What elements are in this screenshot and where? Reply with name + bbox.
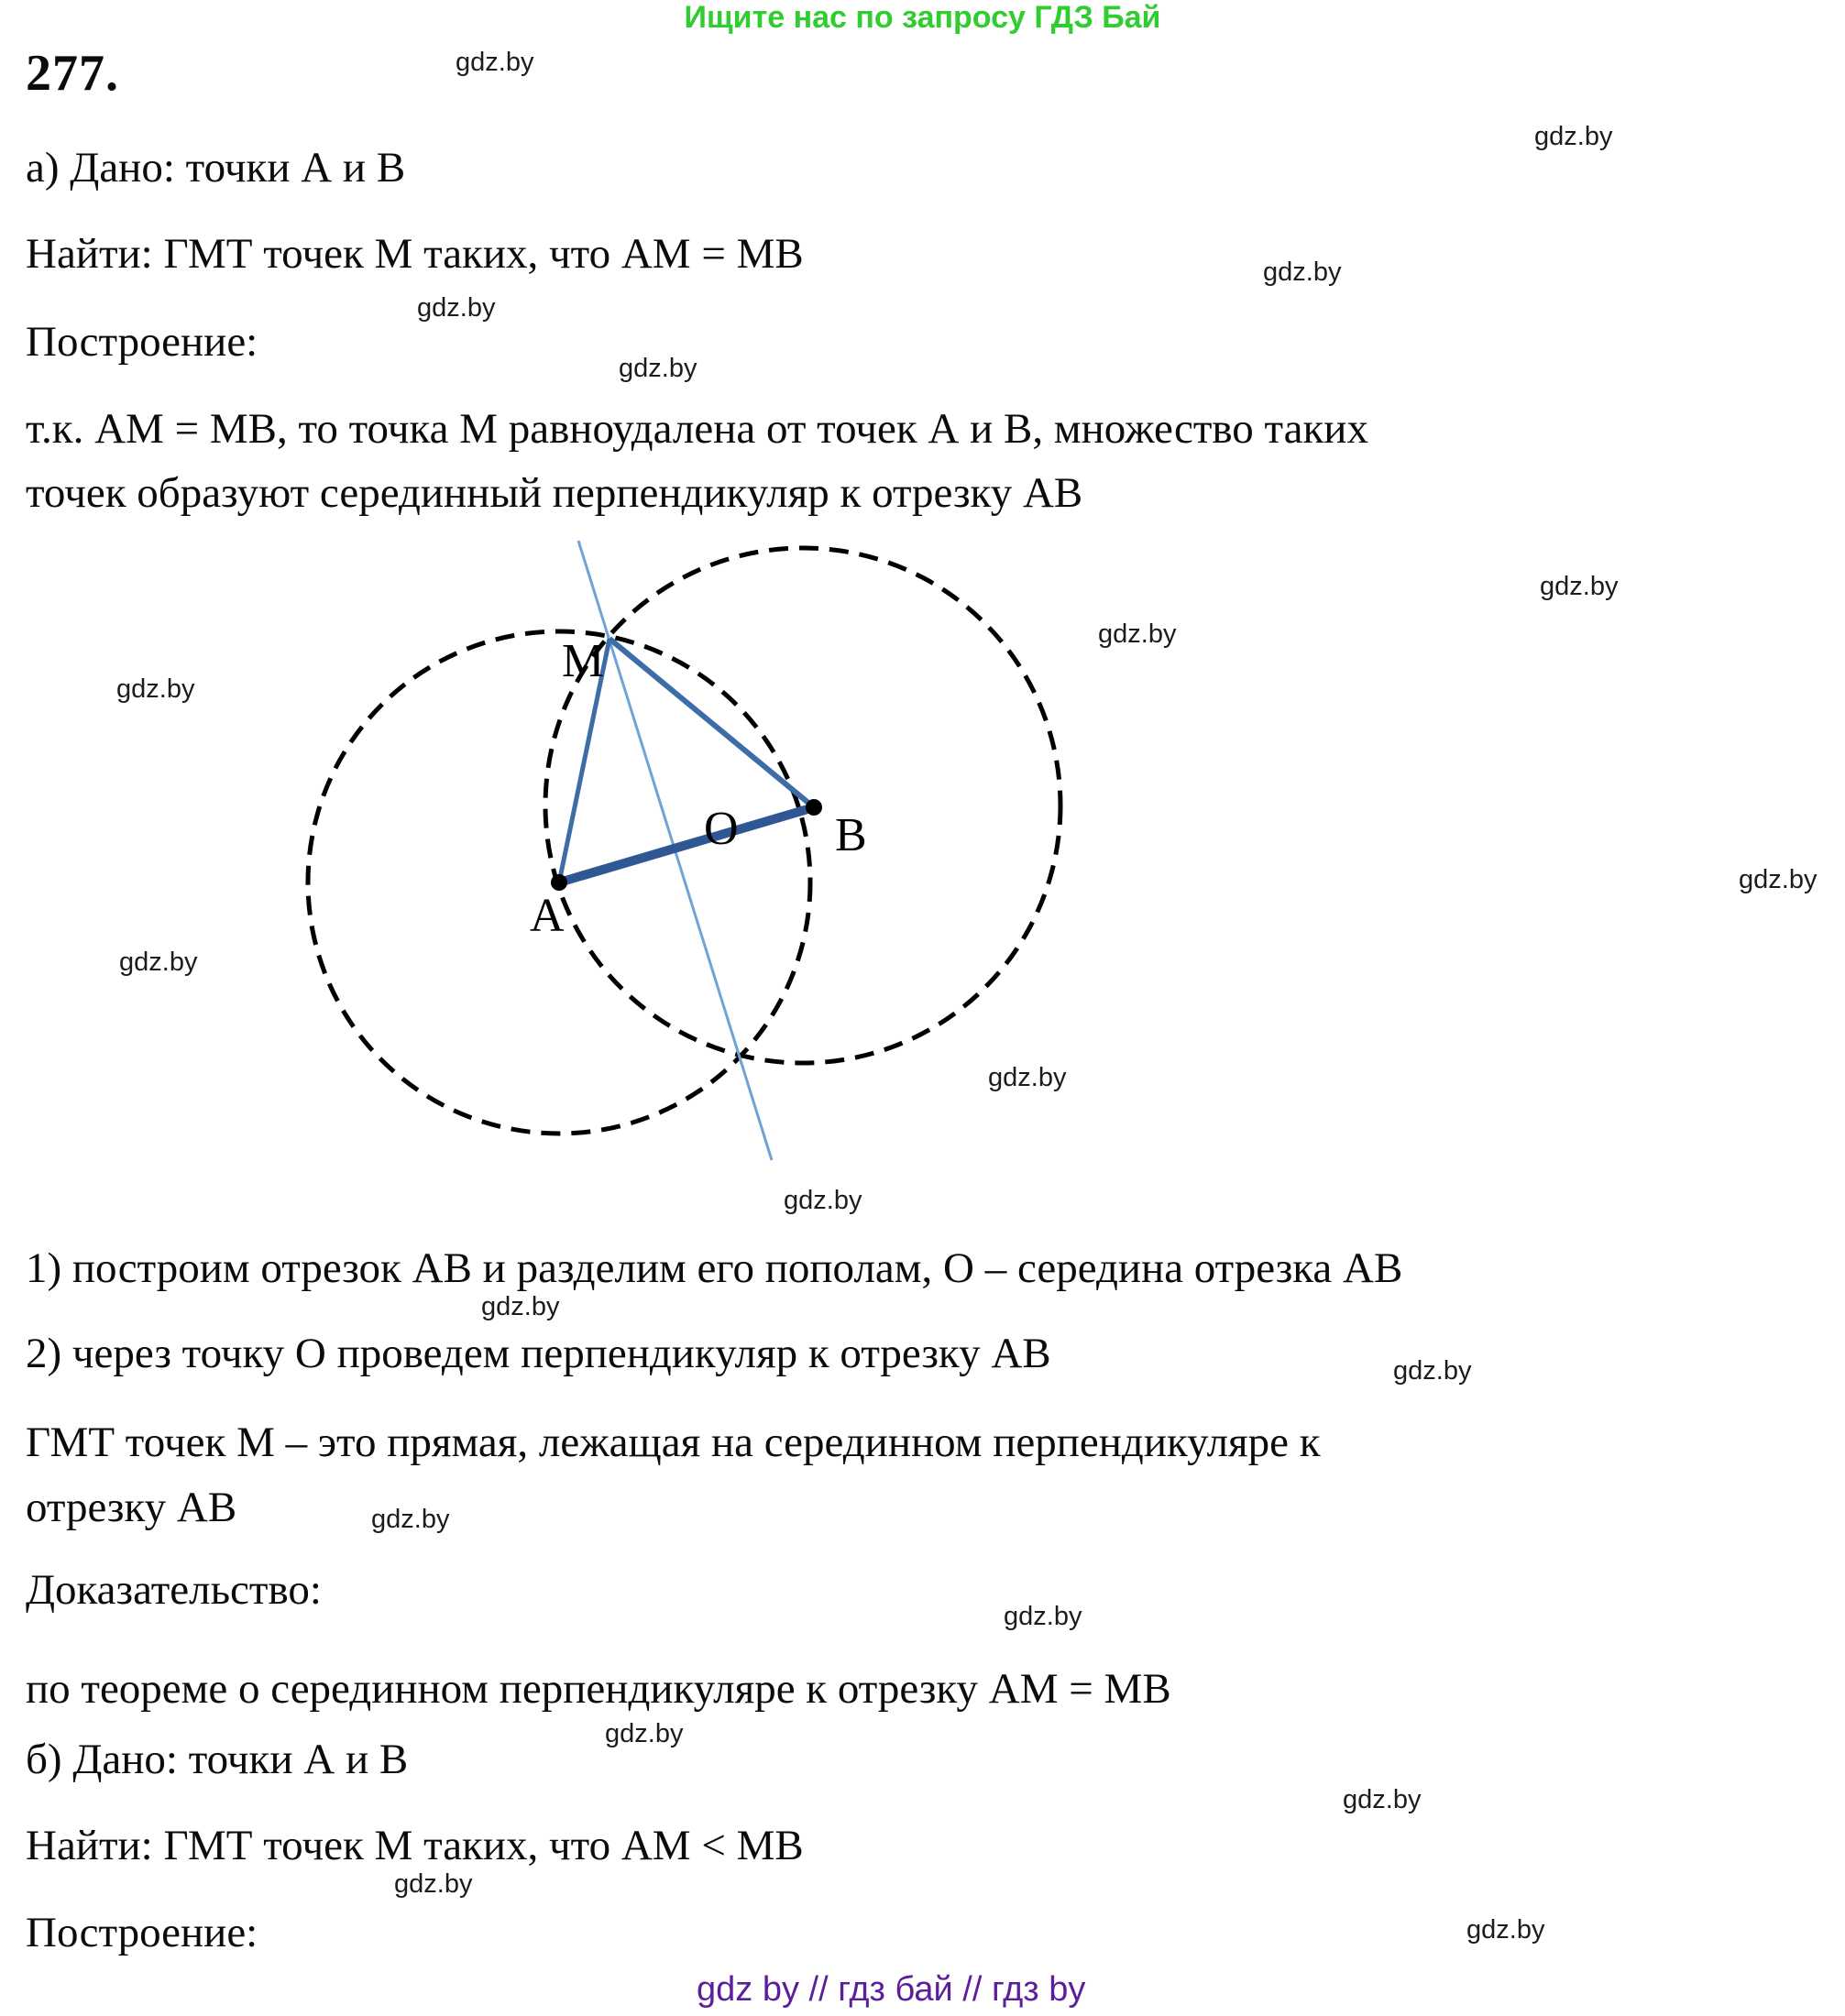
line-construction-a: Построение: — [26, 318, 258, 366]
label-O: О — [704, 803, 739, 855]
watermark: gdz.by — [605, 1719, 684, 1748]
watermark: gdz.by — [1534, 122, 1613, 151]
watermark: gdz.by — [784, 1186, 862, 1215]
label-A: А — [530, 890, 565, 942]
watermark: gdz.by — [988, 1063, 1067, 1092]
line-given-a: а) Дано: точки А и В — [26, 144, 406, 192]
watermark: gdz.by — [456, 48, 534, 77]
watermark: gdz.by — [1263, 257, 1342, 287]
line-step-1: 1) построим отрезок АВ и разделим его пополам, О – середина отрезка АВ — [26, 1244, 1403, 1292]
line-proof-heading: Доказательство: — [26, 1566, 322, 1614]
point-A-dot — [551, 874, 567, 891]
line-gmt-result-1: ГМТ точек М – это прямая, лежащая на серединном перпендикуляре к — [26, 1419, 1321, 1466]
watermark: gdz.by — [1393, 1356, 1472, 1386]
line-proof-body: по теореме о серединном перпендикуляре к отрезку АМ = МВ — [26, 1665, 1171, 1713]
line-step-2: 2) через точку О проведем перпендикуляр к отрезку АВ — [26, 1330, 1051, 1377]
watermark: gdz.by — [116, 674, 195, 704]
watermark: gdz.by — [371, 1505, 450, 1534]
line-reasoning-2: точек образуют серединный перпендикуляр к отрезку АВ — [26, 469, 1083, 517]
watermark: gdz.by — [1343, 1785, 1422, 1814]
site-header-text: Ищите нас по запросу ГДЗ Бай — [684, 0, 1161, 35]
watermark: gdz.by — [394, 1869, 473, 1899]
watermark: gdz.by — [1004, 1602, 1082, 1631]
line-gmt-result-2: отрезку АВ — [26, 1484, 237, 1531]
segment-MB — [610, 639, 814, 807]
watermark: gdz.by — [481, 1292, 560, 1321]
label-M: М — [562, 635, 605, 687]
line-construction-b: Построение: — [26, 1909, 258, 1956]
watermark: gdz.by — [1739, 865, 1818, 894]
segment-AB — [559, 807, 814, 882]
label-B: В — [835, 809, 867, 861]
watermark: gdz.by — [1540, 572, 1619, 601]
watermark: gdz.by — [1466, 1915, 1545, 1945]
circle-centered-at-B — [545, 548, 1060, 1063]
line-find-a: Найти: ГМТ точек М таких, что АМ = МВ — [26, 230, 804, 278]
line-given-b: б) Дано: точки А и В — [26, 1736, 409, 1783]
watermark: gdz.by — [619, 354, 697, 383]
watermark: gdz.by — [119, 948, 198, 977]
point-B-dot — [806, 799, 822, 816]
watermark: gdz.by — [417, 293, 496, 323]
line-reasoning-1: т.к. АМ = МВ, то точка М равноудалена от точек А и В, множество таких — [26, 405, 1368, 453]
watermark: gdz.by — [1098, 619, 1177, 649]
footer-site-links: gdz by // гдз бай // гдз by — [697, 1970, 1086, 2009]
line-find-b: Найти: ГМТ точек М таких, что АМ < МВ — [26, 1822, 804, 1869]
problem-number: 277. — [26, 45, 119, 102]
